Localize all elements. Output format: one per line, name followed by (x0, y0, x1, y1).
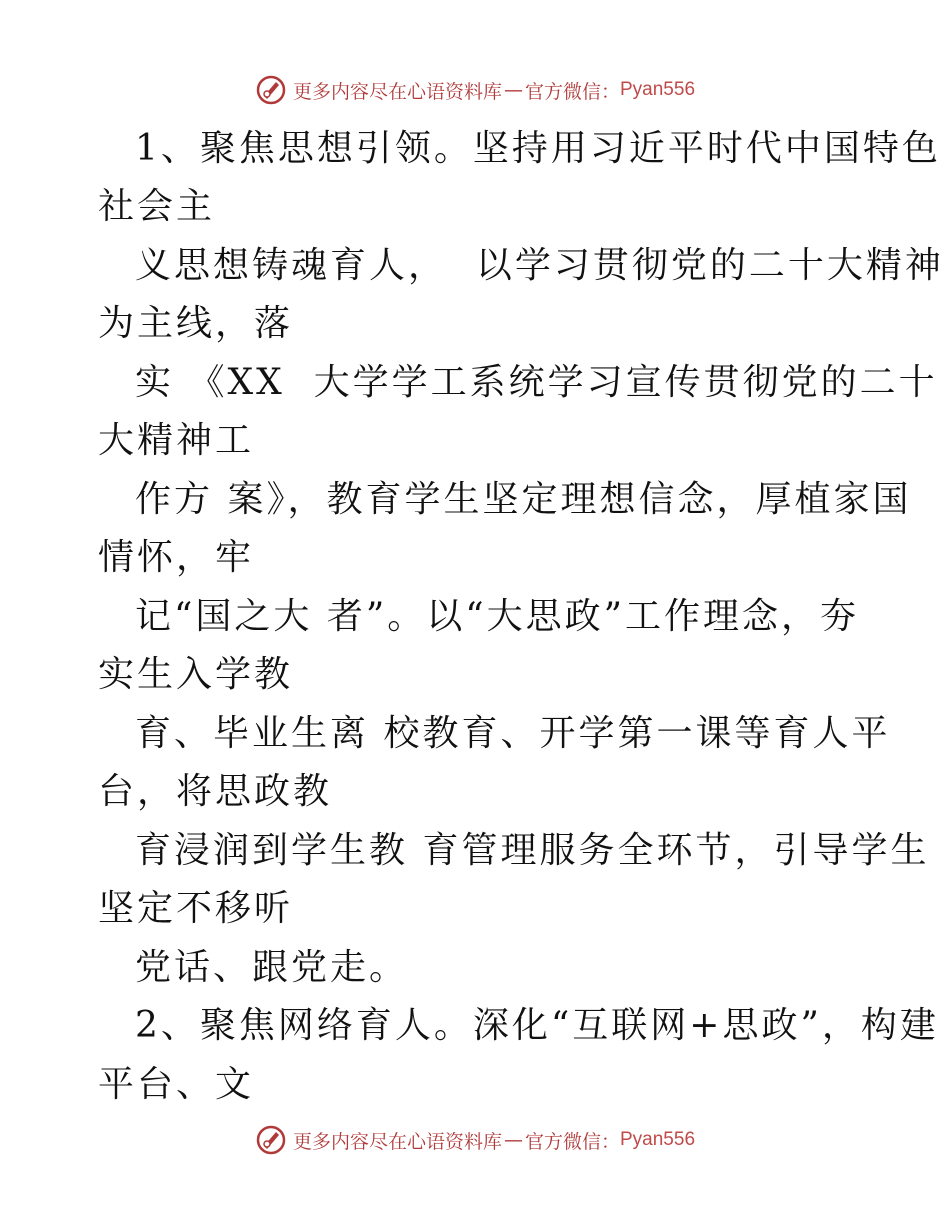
text-line-2: 社会主 (98, 186, 216, 227)
watermark-header (0, 70, 950, 110)
text-line-8: 情怀，牢 (98, 537, 255, 578)
watermark-separator: — (503, 1129, 523, 1151)
text-line-13: 育浸润到学生教 育管理服务全环节，引导学生 (135, 830, 930, 871)
text-line-16: 2、聚焦网络育人。深化“互联网+思政”，构建 (135, 1005, 939, 1046)
text-line-9: 记“国之大 者”。以“大思政”工作理念，夯 (135, 596, 860, 637)
text-line-11: 育、毕业生离 校教育、开学第一课等育人平 (135, 713, 891, 754)
text-line-1: 1、聚焦思想引领。坚持用习近平时代中国特色 (135, 128, 941, 169)
watermark-wechat-id: Pyan556 (620, 79, 696, 100)
watermark-wechat-id: Pyan556 (620, 1129, 696, 1150)
text-line-17: 平台、文 (98, 1064, 255, 1105)
text-line-14: 坚定不移听 (98, 888, 294, 929)
text-line-3: 义思想铸魂育人， 以学习贯彻党的二十大精神 (135, 245, 944, 286)
watermark-separator: — (503, 79, 523, 101)
watermark-footer (0, 1120, 950, 1160)
text-line-10: 实生入学教 (98, 654, 294, 695)
text-line-12: 台，将思政教 (98, 771, 333, 812)
logo-icon (255, 74, 287, 106)
text-line-7: 作方 案》，教育学生坚定理想信念，厚植家国 (135, 479, 912, 520)
watermark-wechat-label: 官方微信： (524, 1130, 620, 1153)
watermark-text: 更多内容尽在心语资料库 (292, 1130, 502, 1153)
text-line-15: 党话、跟党走。 (135, 947, 409, 988)
text-line-5: 实 《XX 大学学工系统学习宣传贯彻党的二十 (135, 362, 938, 403)
watermark-text: 更多内容尽在心语资料库 (292, 80, 502, 103)
text-line-6: 大精神工 (98, 420, 255, 461)
text-line-4: 为主线，落 (98, 303, 294, 344)
watermark-wechat-label: 官方微信： (524, 80, 620, 103)
logo-icon (255, 1124, 287, 1156)
